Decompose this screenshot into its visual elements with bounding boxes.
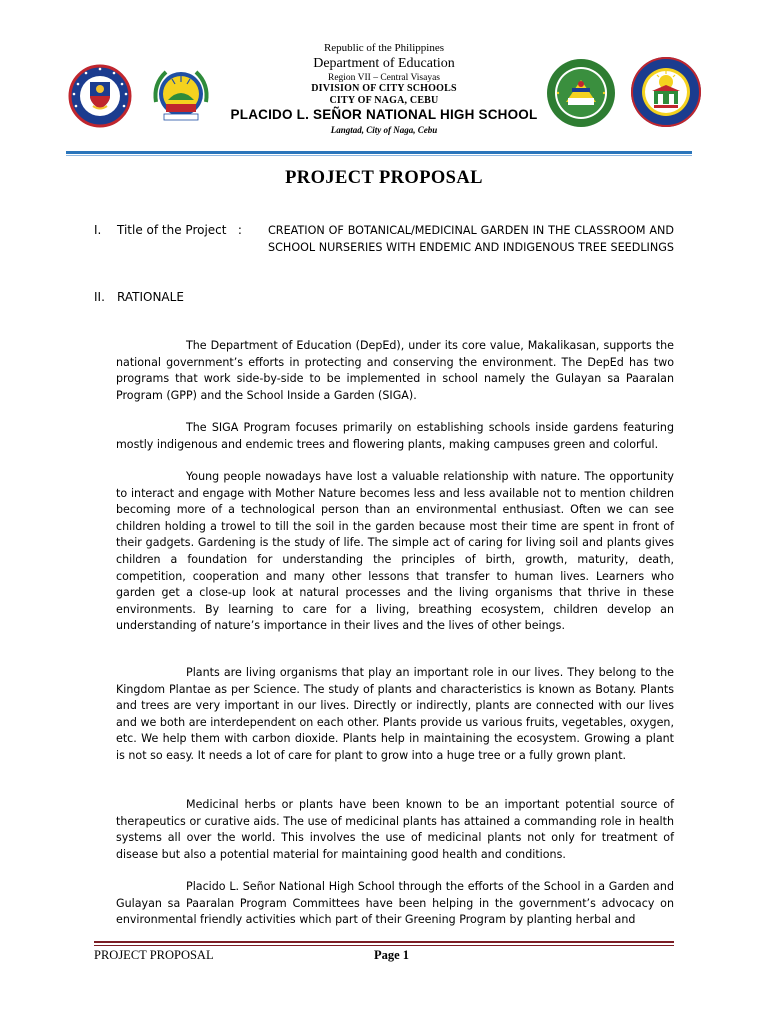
letterhead-rule-thin [66, 155, 692, 156]
section-label-rationale: RATIONALE [117, 290, 184, 304]
section-label-title: Title of the Project : [117, 223, 242, 237]
city-line: CITY OF NAGA, CEBU [329, 95, 439, 106]
footer-rule [94, 941, 674, 943]
school-seal-icon [630, 56, 702, 128]
section-number-1: I. [94, 223, 102, 237]
letterhead-rule [66, 151, 692, 154]
division-city-schools-seal-icon [546, 58, 616, 128]
region-line: Region VII – Central Visayas [327, 73, 440, 83]
republic-line: Republic of the Philippines [323, 42, 445, 54]
rationale-paragraph: Placido L. Señor National High School through the efforts of the School in a Garden and Gulayan sa Paaralan Program Committees have been helping in the government’s advocacy on environmental friendly activities which part of their Greening Program by planting herbal and [116, 880, 674, 927]
page-number: Page 1 [374, 948, 410, 962]
project-title: CREATION OF BOTANICAL/MEDICINAL GARDEN IN THE CLASSROOM AND SCHOOL NURSERIES WITH ENDEMIC AND INDIGENOUS TREE SEEDLINGS [268, 224, 674, 254]
document-title: PROJECT PROPOSAL [285, 168, 483, 188]
rationale-paragraph: The Department of Education (DepEd), under its core value, Makalikasan, supports the national government’s efforts in protecting and conserving the environment. The DepEd has two programs that work side-by-side to be implemented in school namely the Gulayan sa Paaralan Program (GPP) and the School Inside a Garden (SIGA). [116, 339, 674, 402]
division-line: DIVISION OF CITY SCHOOLS [311, 83, 457, 94]
footer-rule-thin [94, 945, 674, 946]
rationale-paragraph: Plants are living organisms that play an important role in our lives. They belong to the Kingdom Plantae as per Science. The study of plants and characteristics is known as Botany. Plants and trees are very important in our lives. Directly or indirectly, plants are connected with our lives and we both are interdependent on each other. Plants provide us various fruits, vegetables, oxygen, etc. We help them with carbon dioxide. Plants help in maintaining the ecosystem. Growing a plant is not so easy. It needs a lot of care for plant to grow into a huge tree or a fully grown plant. [116, 666, 674, 762]
rationale-paragraph: Young people nowadays have lost a valuable relationship with nature. The opportunity to interact and engage with Mother Nature becomes less and less available not to mention children becoming more of a technological person than an environmental enthusiast. Often we can see children holding a trowel to till the soil in the garden because most their time are spent in front of their gadgets. Gardening is the study of life. The simple act of caring for living soil and plants gives children a foundation for understanding the principles of birth, growth, maturity, death, competition, cooperation and many other lessons that transfer to human lives. Learners who garden get a close-up look at natural processes and the living organisms that thrive in these environments. By learning to care for a living, breathing ecosystem, children develop an understanding of nature’s importance in their lives and the lives of other beings. [116, 470, 674, 633]
footer-document-name: PROJECT PROPOSAL [94, 948, 214, 962]
rationale-paragraph: Medicinal herbs or plants have been known to be an important potential source of therapeutics or curative aids. The use of medicinal plants has attained a commanding role in health systems all over the world. This involves the use of medicinal plants not only for treatment of disease but also a potential material for maintaining good health and conditions. [116, 798, 674, 861]
rationale-paragraph: The SIGA Program focuses primarily on establishing schools inside gardens featuring mostly indigenous and endemic trees and flowering plants, making campuses green and colorful. [116, 421, 674, 451]
section-number-2: II. [94, 290, 105, 304]
school-name: PLACIDO L. SEÑOR NATIONAL HIGH SCHOOL [230, 107, 538, 122]
department-line: Department of Education [313, 56, 455, 71]
school-address: Langtad, City of Naga, Cebu [330, 125, 438, 135]
